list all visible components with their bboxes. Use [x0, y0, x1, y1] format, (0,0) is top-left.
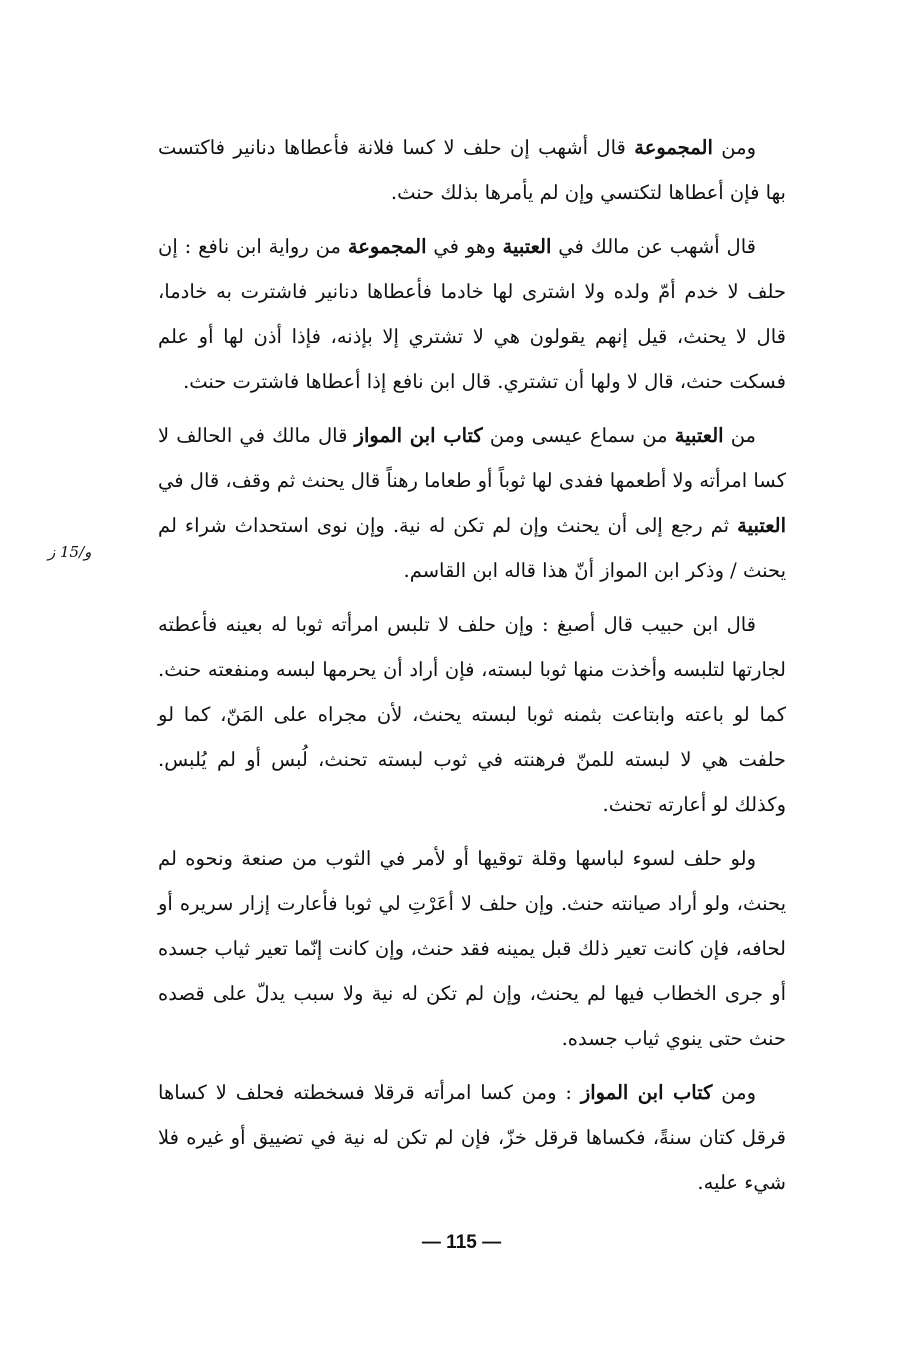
text-run: قال أشهب إن حلف لا كسا فلانة فأعطاها دنانير فاكتست بها فإن أعطاها لتكتسي وإن لم يأمرها بذلك حنث.	[158, 136, 786, 204]
bold-source-name: المجموعة	[634, 136, 713, 159]
text-run: ولو حلف لسوء لباسها وقلة توقيها أو لأمر في الثوب من صنعة ونحوه لم يحنث، ولو أراد صيانته حنث. وإن حلف لا أعَرْتِ لي ثوبا فأعارت إزار سريره أو لحافه، فإن كانت تعير ذلك قبل يمينه فقد حنث، وإن كانت إنّما تعير ثياب جسده أو جرى الخطاب فيها لم يحنث، وإن لم تكن له نية ولا سبب يدلّ على قصده حنث حتى ينوي ثياب جسده.	[158, 847, 786, 1050]
paragraph	[158, 836, 786, 1061]
page-number: — 115 —	[421, 1232, 502, 1253]
bold-source-name: العتبية	[502, 235, 552, 258]
paragraph	[158, 602, 786, 827]
bold-source-name: العتبية	[674, 424, 724, 447]
text-run: قال مالك في الحالف لا كسا امرأته ولا أطعمها ففدى لها ثوباً أو طعاما رهناً قال يحنث ثم وقف، قال في	[158, 424, 786, 492]
text-run: ثم رجع إلى أن يحنث وإن لم تكن له نية. وإن نوى استحداث شراء لم يحنث / وذكر ابن المواز أنّ هذا قاله ابن القاسم.	[158, 514, 786, 582]
bold-source-name: العتبية	[737, 514, 786, 537]
text-run: من	[723, 424, 756, 447]
bold-source-name: المجموعة	[347, 235, 427, 258]
paragraph	[158, 224, 786, 404]
page-body	[158, 125, 786, 1214]
text-run: وهو في	[426, 235, 503, 258]
text-run: قال أشهب عن مالك في	[551, 235, 756, 258]
paragraph	[158, 413, 786, 593]
paragraph	[158, 1070, 786, 1205]
text-run: من سماع عيسى ومن	[482, 424, 675, 447]
bold-source-name: كتاب ابن المواز	[354, 424, 483, 447]
bold-source-name: كتاب ابن المواز	[580, 1081, 713, 1104]
text-run: ومن	[712, 136, 757, 159]
text-run: : ومن كسا امرأته قرقلا فسخطته فحلف لا كساها قرقل كتان سنةً، فكساها قرقل خزّ، فإن لم تكن له نية في تضييق أو غيره فلا شيء عليه.	[158, 1081, 786, 1194]
paragraph	[158, 125, 786, 215]
text-run: قال ابن حبيب قال أصبغ : وإن حلف لا تلبس امرأته ثوبا له بعينه فأعطته لجارتها لتلبسه وأخذت منها ثوبا لبسته، فإن أراد أن يحرمها لبسه ومنفعته حنث. كما لو باعته وابتاعت بثمنه ثوبا لبسته يحنث، لأن مجراه على المَنّ، كما لو حلفت هي لا لبسته للمنّ فرهنته في ثوب لبسته تحنث، لُبس أو لم يُلبس. وكذلك لو أعارته تحنث.	[158, 613, 786, 816]
margin-note: و/15 ز	[48, 543, 92, 561]
text-run: ومن	[712, 1081, 756, 1104]
text-run: من رواية ابن نافع : إن حلف لا خدم أمّ ولده ولا اشترى لها خادما فأعطاها دنانير فاشترت به خادما، قال لا يحنث، قيل إنهم يقولون هي لا تشتري إلا بإذنه، فإذا أذن لها أو علم فسكت حنث، قال لا ولها أن تشتري. قال ابن نافع إذا أعطاها فاشترت حنث.	[158, 235, 786, 393]
